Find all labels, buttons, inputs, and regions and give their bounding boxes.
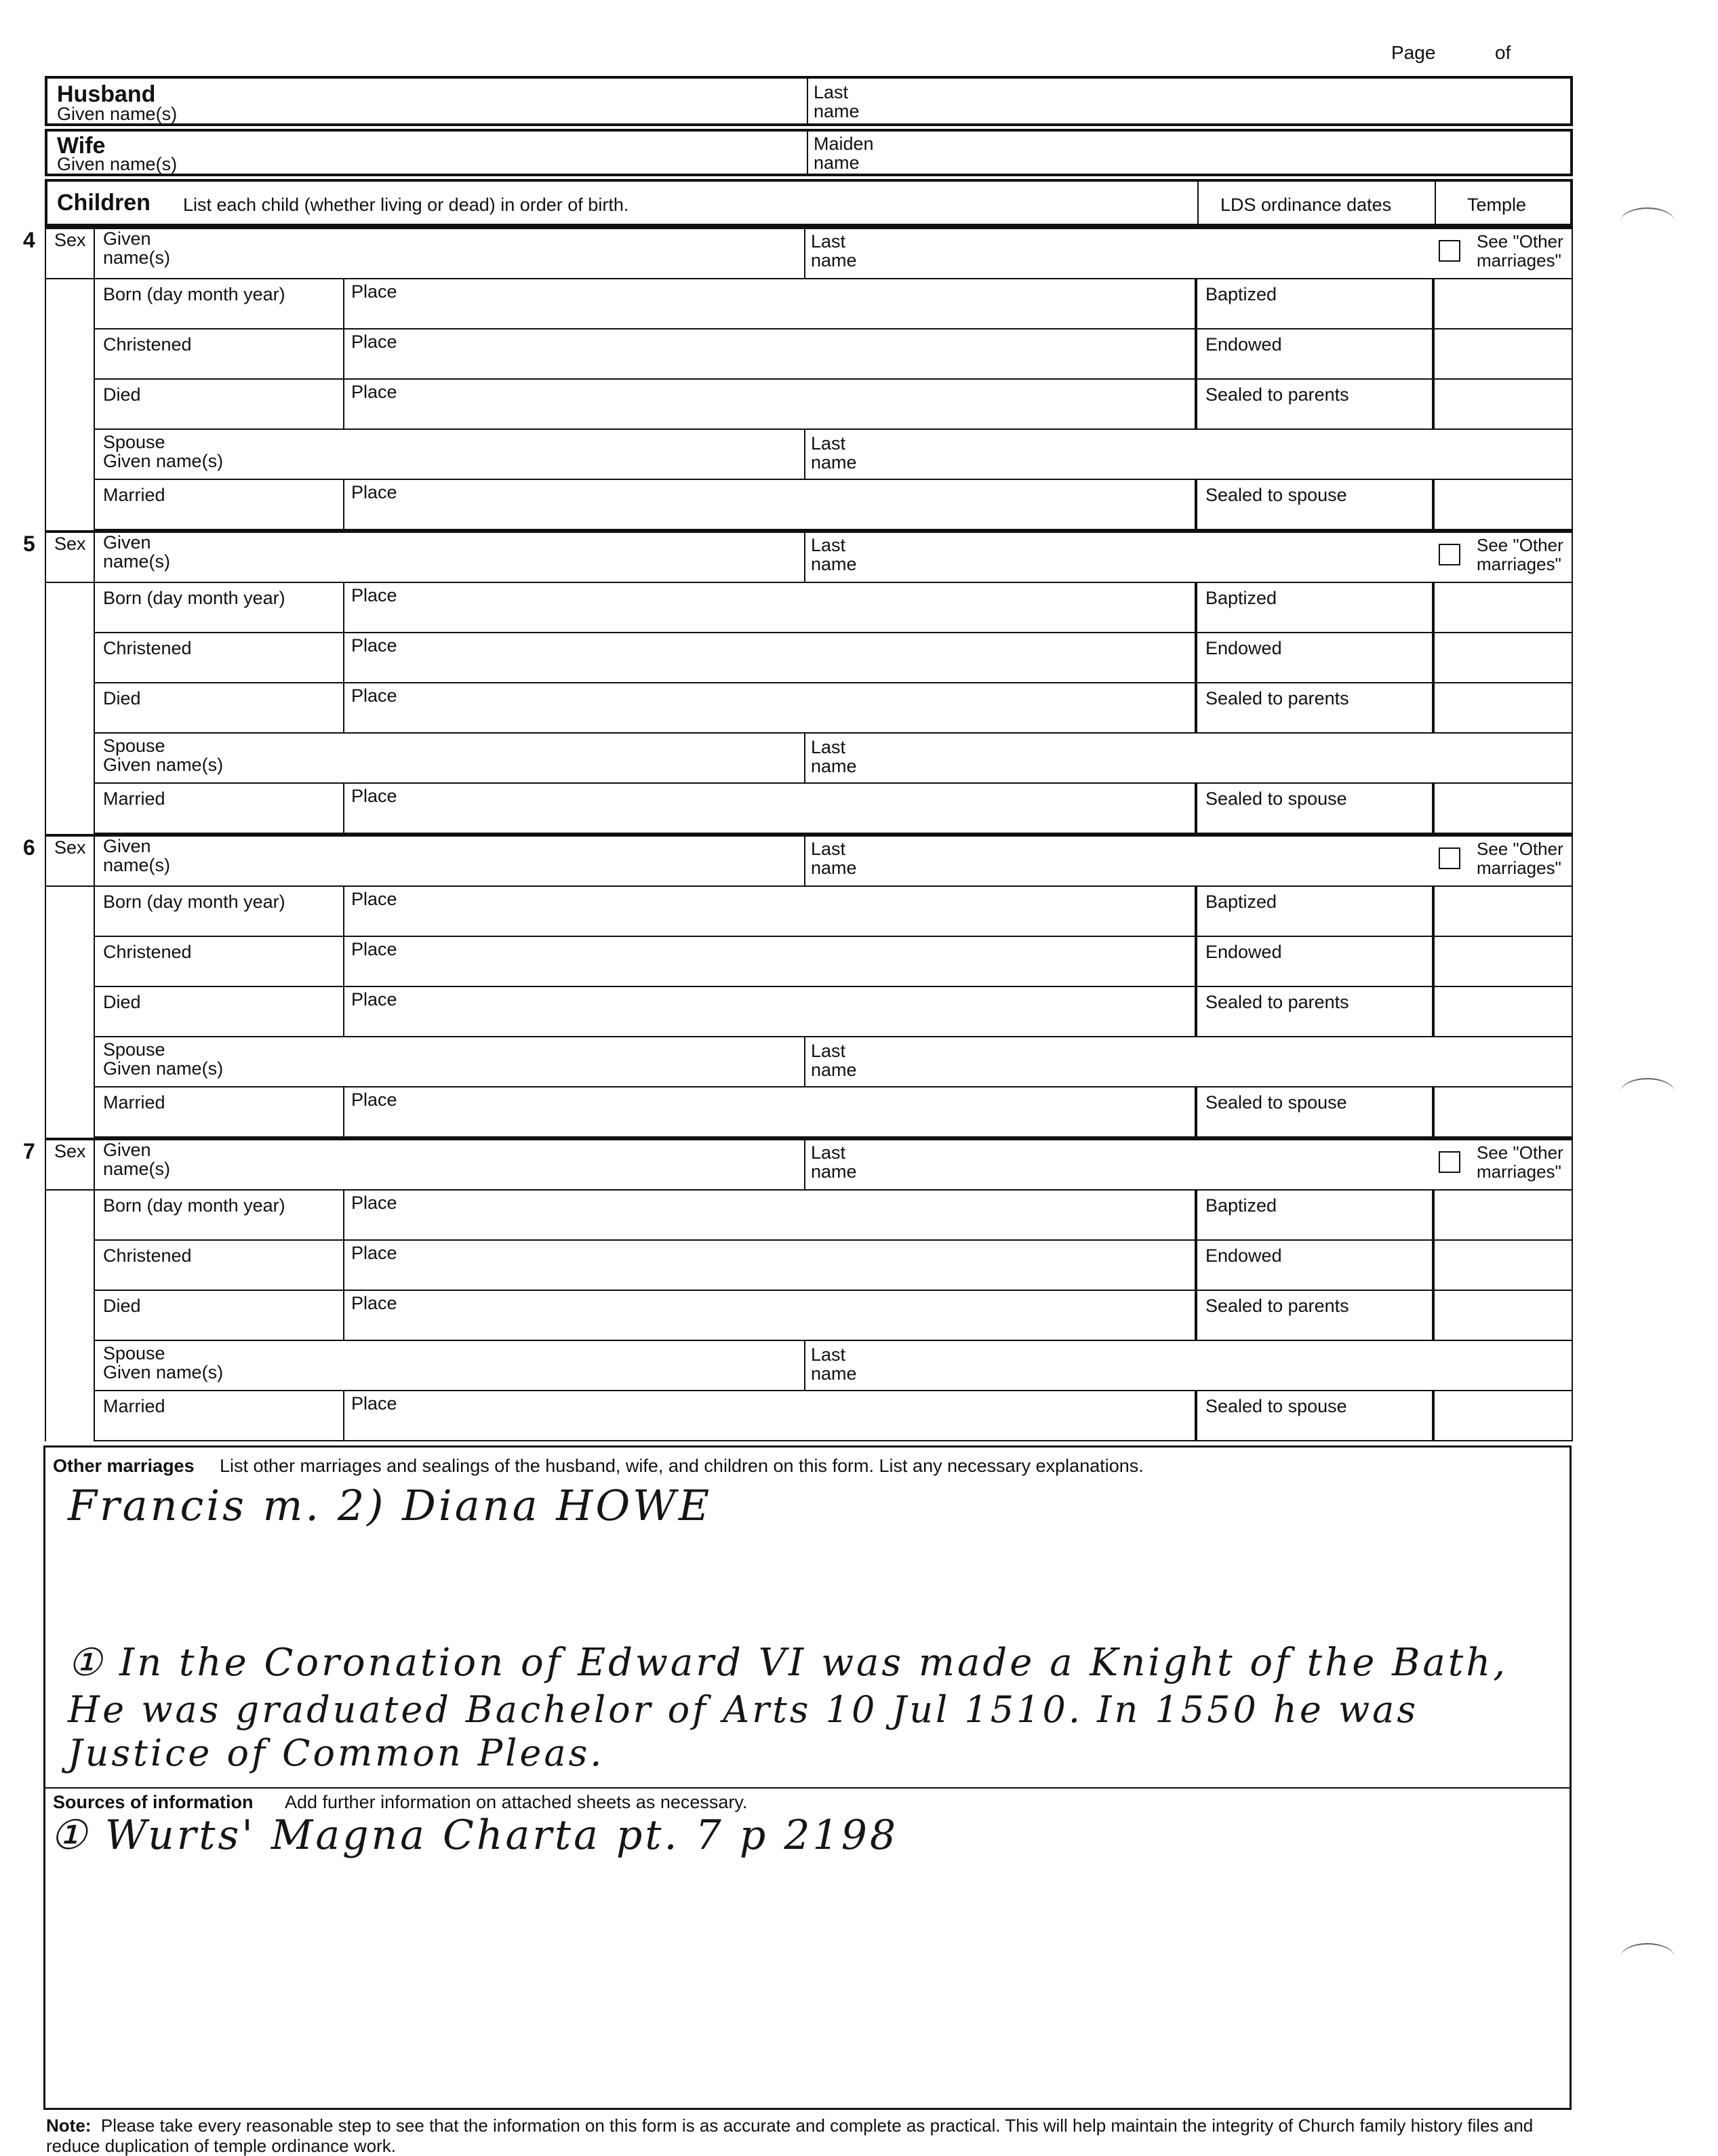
last-label-2: name bbox=[811, 858, 857, 878]
husband-given-label: Given name(s) bbox=[57, 104, 178, 124]
spouse-last-label: Last bbox=[811, 1344, 846, 1365]
died-label: Died bbox=[103, 1296, 141, 1316]
other-marriages-instruction: List other marriages and sealings of the husband, wife, and children on this form. List any necessary explanations. bbox=[220, 1456, 1144, 1476]
baptized-label: Baptized bbox=[1205, 284, 1277, 304]
married-label: Married bbox=[103, 1396, 165, 1416]
children-header bbox=[45, 179, 1573, 226]
spouse-label-2: Given name(s) bbox=[103, 1362, 224, 1382]
sealed-spouse-label: Sealed to spouse bbox=[1205, 485, 1347, 505]
spouse-last-label: Last bbox=[811, 1041, 846, 1061]
spouse-last-label: Last bbox=[811, 737, 846, 757]
spouse-label: Spouse bbox=[103, 1343, 165, 1363]
other-marriages-checkbox[interactable] bbox=[1439, 240, 1460, 262]
children-title: Children bbox=[57, 190, 151, 216]
handwriting-note-line1: ① In the Coronation of Edward VI was made a Knight of the Bath, bbox=[68, 1641, 1509, 1685]
wife-maiden-label: Maiden bbox=[814, 134, 874, 154]
christened-label: Christened bbox=[103, 334, 192, 355]
sealed-spouse-label: Sealed to spouse bbox=[1205, 1396, 1347, 1416]
place-label: Place bbox=[351, 585, 397, 605]
page-label: Page bbox=[1391, 42, 1436, 63]
spouse-last-label-2: name bbox=[811, 452, 857, 473]
married-label: Married bbox=[103, 1092, 165, 1113]
see-other-label-2: marriages" bbox=[1477, 250, 1561, 271]
baptized-label: Baptized bbox=[1205, 1195, 1277, 1216]
died-label: Died bbox=[103, 688, 141, 708]
spouse-label-2: Given name(s) bbox=[103, 1058, 224, 1079]
spouse-label-2: Given name(s) bbox=[103, 451, 224, 471]
born-label: Born (day month year) bbox=[103, 892, 285, 912]
born-label: Born (day month year) bbox=[103, 284, 285, 304]
handwriting-sources: ① Wurts' Magna Charta pt. 7 p 2198 bbox=[50, 1812, 899, 1859]
baptized-label: Baptized bbox=[1205, 892, 1277, 912]
handwriting-note-line2: He was graduated Bachelor of Arts 10 Jul 1510. In 1550 he was bbox=[68, 1688, 1419, 1731]
husband-title: Husband bbox=[57, 81, 156, 107]
given-label: Given bbox=[103, 836, 151, 856]
other-marriages-title: Other marriages bbox=[53, 1456, 195, 1476]
see-other-label: See "Other bbox=[1477, 1142, 1563, 1163]
sealed-spouse-label: Sealed to spouse bbox=[1205, 788, 1347, 809]
child-block bbox=[23, 1138, 1573, 1441]
see-other-label: See "Other bbox=[1477, 231, 1563, 252]
form-note: Note: Please take every reasonable step to see that the information on this form is as accurate and complete as practical. This will help maintain the integrity of Church family history files and reduce duplication of temple ordinance work. bbox=[46, 2115, 1534, 2156]
married-label: Married bbox=[103, 485, 165, 505]
see-other-label-2: marriages" bbox=[1477, 1161, 1561, 1182]
husband-row bbox=[45, 76, 1573, 126]
christened-label: Christened bbox=[103, 1245, 192, 1266]
see-other-label: See "Other bbox=[1477, 839, 1563, 859]
last-label: Last bbox=[811, 1142, 846, 1163]
binder-mark bbox=[1620, 1078, 1675, 1106]
binder-mark bbox=[1620, 207, 1675, 236]
place-label: Place bbox=[351, 939, 397, 959]
spouse-label: Spouse bbox=[103, 1039, 165, 1060]
married-label: Married bbox=[103, 788, 165, 809]
place-label: Place bbox=[351, 332, 397, 352]
place-label: Place bbox=[351, 989, 397, 1010]
last-label: Last bbox=[811, 839, 846, 859]
sealed_parents-label: Sealed to parents bbox=[1205, 688, 1349, 708]
endowed-label: Endowed bbox=[1205, 942, 1282, 962]
given-label-2: name(s) bbox=[103, 247, 171, 268]
place-label: Place bbox=[351, 482, 397, 502]
place-label: Place bbox=[351, 1293, 397, 1313]
see-other-label-2: marriages" bbox=[1477, 554, 1561, 574]
last-label-2: name bbox=[811, 250, 857, 271]
child-number: 7 bbox=[23, 1139, 35, 1163]
born-label: Born (day month year) bbox=[103, 588, 285, 608]
last-label-2: name bbox=[811, 554, 857, 574]
of-label: of bbox=[1495, 42, 1511, 63]
sex-label: Sex bbox=[54, 1141, 86, 1161]
last-label: Last bbox=[811, 231, 846, 252]
sex-label: Sex bbox=[54, 230, 86, 250]
binder-mark bbox=[1620, 1943, 1675, 1972]
ordinance-dates-label: LDS ordinance dates bbox=[1220, 195, 1392, 215]
sealed-spouse-label: Sealed to spouse bbox=[1205, 1092, 1347, 1113]
wife-row bbox=[45, 129, 1573, 176]
place-label: Place bbox=[351, 382, 397, 402]
child-number: 4 bbox=[23, 228, 35, 252]
husband-last-label: Last bbox=[814, 82, 849, 102]
endowed-label: Endowed bbox=[1205, 1245, 1282, 1266]
died-label: Died bbox=[103, 384, 141, 405]
children-instruction: List each child (whether living or dead) in order of birth. bbox=[183, 195, 629, 215]
died-label: Died bbox=[103, 992, 141, 1012]
given-label: Given bbox=[103, 1140, 151, 1160]
wife-title: Wife bbox=[57, 133, 106, 159]
place-label: Place bbox=[351, 1393, 397, 1414]
sealed_parents-label: Sealed to parents bbox=[1205, 1296, 1349, 1316]
other-marriages-checkbox[interactable] bbox=[1439, 544, 1460, 565]
christened-label: Christened bbox=[103, 638, 192, 658]
born-label: Born (day month year) bbox=[103, 1195, 285, 1216]
place-label: Place bbox=[351, 889, 397, 909]
spouse-label-2: Given name(s) bbox=[103, 755, 224, 775]
place-label: Place bbox=[351, 635, 397, 656]
wife-given-label: Given name(s) bbox=[57, 154, 178, 174]
spouse-last-label-2: name bbox=[811, 1060, 857, 1080]
spouse-last-label-2: name bbox=[811, 756, 857, 776]
place-label: Place bbox=[351, 685, 397, 706]
handwriting-note-line3: Justice of Common Pleas. bbox=[68, 1732, 605, 1774]
given-label: Given bbox=[103, 228, 151, 249]
see-other-label: See "Other bbox=[1477, 535, 1563, 555]
endowed-label: Endowed bbox=[1205, 638, 1282, 658]
christened-label: Christened bbox=[103, 942, 192, 962]
given-label-2: name(s) bbox=[103, 1159, 171, 1179]
given-label-2: name(s) bbox=[103, 855, 171, 875]
place-label: Place bbox=[351, 1090, 397, 1110]
child-block bbox=[23, 226, 1573, 530]
place-label: Place bbox=[351, 1193, 397, 1213]
bottom-box bbox=[43, 1445, 1572, 2110]
wife-maiden-label-2: name bbox=[814, 153, 860, 173]
other-marriages-checkbox[interactable] bbox=[1439, 847, 1460, 869]
sealed_parents-label: Sealed to parents bbox=[1205, 992, 1349, 1012]
last-label: Last bbox=[811, 535, 846, 555]
sex-label: Sex bbox=[54, 534, 86, 554]
sealed_parents-label: Sealed to parents bbox=[1205, 384, 1349, 405]
spouse-last-label-2: name bbox=[811, 1363, 857, 1384]
sources-title: Sources of information bbox=[53, 1792, 254, 1812]
endowed-label: Endowed bbox=[1205, 334, 1282, 355]
child-block bbox=[23, 834, 1573, 1138]
child-block bbox=[23, 530, 1573, 834]
last-label-2: name bbox=[811, 1161, 857, 1182]
child-number: 5 bbox=[23, 532, 35, 556]
sources-instruction: Add further information on attached sheets as necessary. bbox=[285, 1792, 748, 1812]
given-label: Given bbox=[103, 532, 151, 553]
spouse-last-label: Last bbox=[811, 433, 846, 454]
handwriting-other-marriage: Francis m. 2) Diana HOWE bbox=[68, 1481, 713, 1530]
temple-label: Temple bbox=[1467, 195, 1527, 215]
given-label-2: name(s) bbox=[103, 551, 171, 572]
place-label: Place bbox=[351, 1243, 397, 1263]
sex-label: Sex bbox=[54, 837, 86, 858]
child-number: 6 bbox=[23, 835, 35, 860]
place-label: Place bbox=[351, 281, 397, 302]
place-label: Place bbox=[351, 786, 397, 806]
baptized-label: Baptized bbox=[1205, 588, 1277, 608]
spouse-label: Spouse bbox=[103, 432, 165, 452]
sources-divider bbox=[43, 1787, 1572, 1789]
spouse-label: Spouse bbox=[103, 736, 165, 756]
see-other-label-2: marriages" bbox=[1477, 858, 1561, 878]
other-marriages-checkbox[interactable] bbox=[1439, 1151, 1460, 1173]
husband-last-label-2: name bbox=[814, 101, 860, 121]
